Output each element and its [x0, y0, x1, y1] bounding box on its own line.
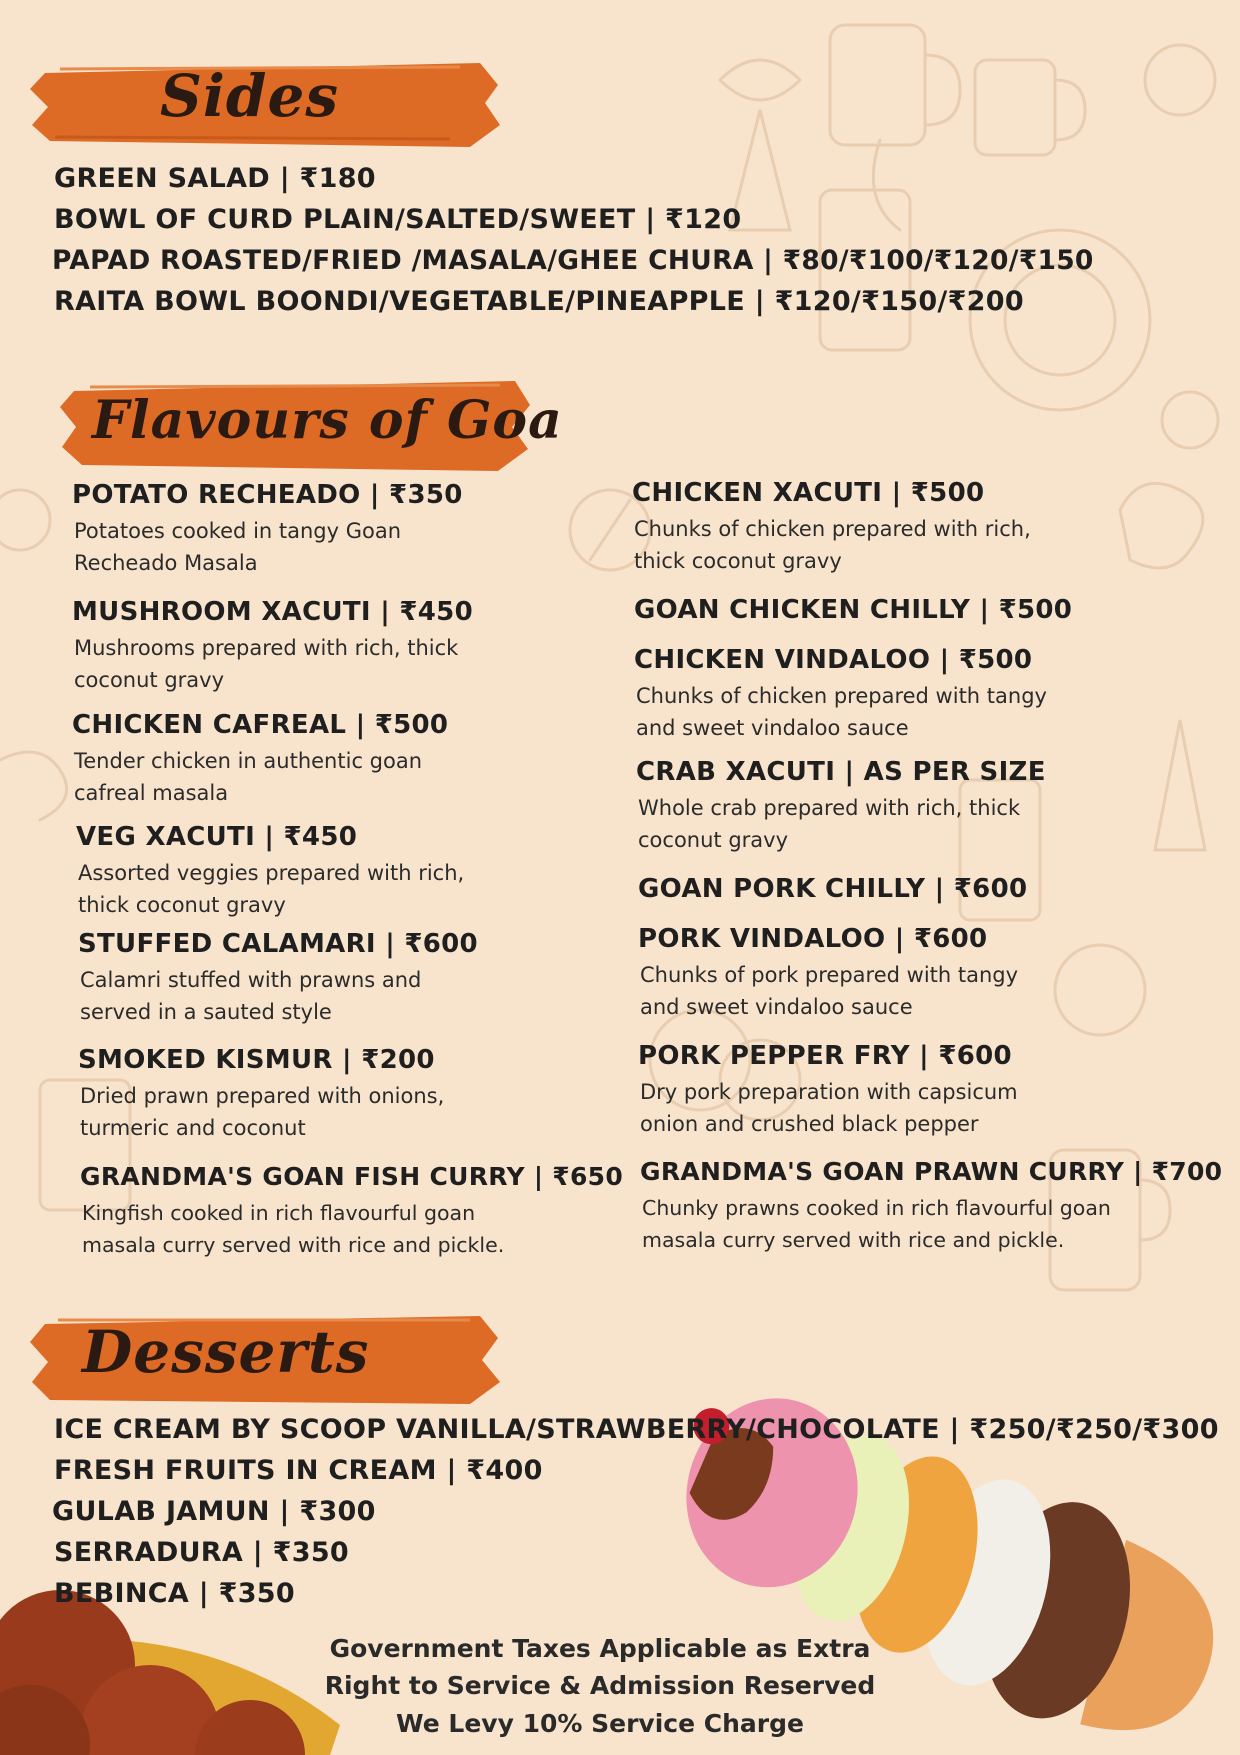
goa-right-item-2-title: GOAN CHICKEN CHILLY | ₹500	[634, 595, 1073, 625]
goa-right-item-5-title: GOAN PORK CHILLY | ₹600	[638, 874, 1028, 904]
goa-right-item-7-desc: Dry pork preparation with capsicum onion and crushed black pepper	[640, 1080, 1018, 1136]
footer-line-2: Right to Service & Admission Reserved	[324, 1671, 876, 1700]
desserts-heading: Desserts	[82, 1318, 370, 1386]
goa-left-item-1-desc: Potatoes cooked in tangy Goan Recheado Masala	[74, 519, 402, 575]
sides-heading: Sides	[160, 62, 340, 130]
goa-left-item-5-desc: Calamri stuffed with prawns and served in a sauted style	[80, 968, 422, 1024]
goa-left-item-3-desc: Tender chicken in authentic goan cafreal masala	[74, 749, 423, 805]
goa-right-item-8-title: GRANDMA'S GOAN PRAWN CURRY | ₹700	[640, 1157, 1223, 1186]
goa-left-item-1-title: POTATO RECHEADO | ₹350	[72, 480, 463, 510]
desserts-item-4: SERRADURA | ₹350	[54, 1537, 349, 1568]
goa-right-item-3-title: CHICKEN VINDALOO | ₹500	[634, 645, 1033, 675]
goa-right-item-4-desc: Whole crab prepared with rich, thick coconut gravy	[638, 796, 1021, 852]
goa-right-item-6-desc: Chunks of pork prepared with tangy and sweet vindaloo sauce	[640, 963, 1019, 1019]
goa-left-item-5-title: STUFFED CALAMARI | ₹600	[78, 929, 478, 959]
footer-line-3: We Levy 10% Service Charge	[396, 1709, 804, 1738]
goa-left-item-3-title: CHICKEN CAFREAL | ₹500	[72, 710, 449, 740]
goa-left-item-7-desc: Kingfish cooked in rich flavourful goan masala curry served with rice and pickle.	[82, 1201, 505, 1257]
goa-left-item-2-title: MUSHROOM XACUTI | ₹450	[72, 597, 473, 627]
goa-left-item-4-desc: Assorted veggies prepared with rich, thick coconut gravy	[78, 861, 465, 917]
goa-left-item-6-desc: Dried prawn prepared with onions, turmeric and coconut	[80, 1084, 445, 1140]
goa-heading: Flavours of Goa	[92, 390, 563, 451]
footer-line-1: Government Taxes Applicable as Extra	[329, 1634, 871, 1663]
sides-item-4: RAITA BOWL BOONDI/VEGETABLE/PINEAPPLE | ₹120/₹150/₹200	[54, 286, 1024, 317]
desserts-item-2: FRESH FRUITS IN CREAM | ₹400	[54, 1455, 543, 1486]
sides-item-2: BOWL OF CURD PLAIN/SALTED/SWEET | ₹120	[54, 204, 742, 235]
sides-item-1: GREEN SALAD | ₹180	[54, 163, 376, 194]
desserts-item-1: ICE CREAM BY SCOOP VANILLA/STRAWBERRY/CHOCOLATE | ₹250/₹250/₹300	[54, 1414, 1219, 1445]
goa-left-item-4-title: VEG XACUTI | ₹450	[76, 822, 358, 852]
desserts-item-5: BEBINCA | ₹350	[54, 1578, 295, 1609]
goa-right-item-7-title: PORK PEPPER FRY | ₹600	[638, 1041, 1012, 1071]
desserts-item-3: GULAB JAMUN | ₹300	[52, 1496, 376, 1527]
goa-right-item-3-desc: Chunks of chicken prepared with tangy and sweet vindaloo sauce	[636, 684, 1047, 740]
goa-right-item-4-title: CRAB XACUTI | AS PER SIZE	[636, 757, 1046, 787]
goa-right-item-8-desc: Chunky prawns cooked in rich flavourful goan masala curry served with rice and pickle.	[642, 1196, 1111, 1252]
goa-left-item-7-title: GRANDMA'S GOAN FISH CURRY | ₹650	[80, 1162, 624, 1191]
goa-right-item-1-title: CHICKEN XACUTI | ₹500	[632, 478, 985, 508]
goa-left-item-6-title: SMOKED KISMUR | ₹200	[78, 1045, 435, 1075]
goa-right-item-6-title: PORK VINDALOO | ₹600	[638, 924, 988, 954]
goa-right-item-1-desc: Chunks of chicken prepared with rich, thick coconut gravy	[634, 517, 1031, 573]
goa-left-item-2-desc: Mushrooms prepared with rich, thick coconut gravy	[74, 636, 459, 692]
sides-item-3: PAPAD ROASTED/FRIED /MASALA/GHEE CHURA | ₹80/₹100/₹120/₹150	[52, 245, 1094, 276]
